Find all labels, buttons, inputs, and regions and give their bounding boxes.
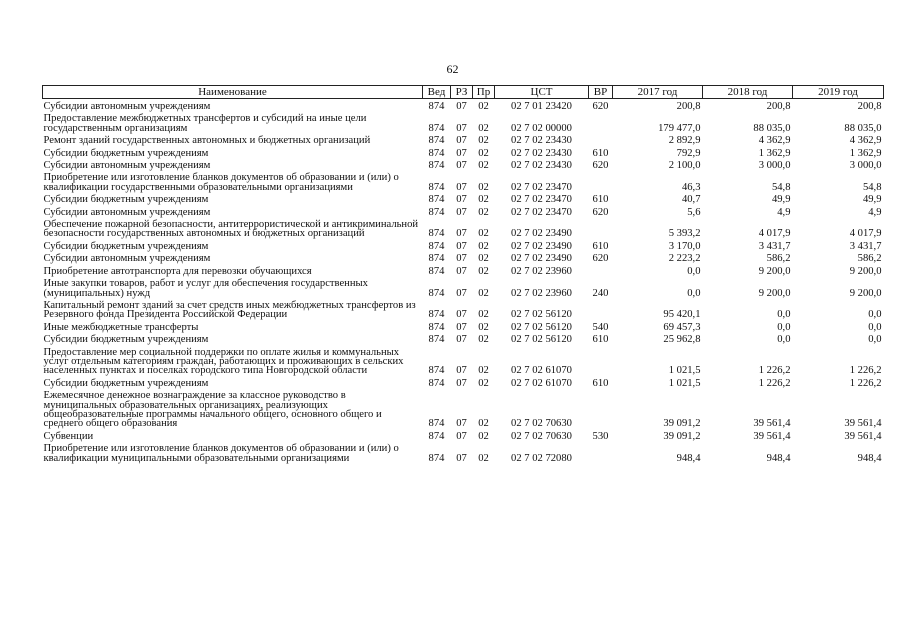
row-cst: 02 7 02 61070 — [511, 377, 572, 389]
row-amount-2019: 586,2 — [857, 253, 882, 265]
row-rz: 07 — [456, 365, 467, 377]
row-pr: 02 — [478, 334, 489, 346]
row-amount-2018: 88 035,0 — [753, 122, 791, 134]
row-ved: 874 — [428, 206, 445, 218]
table-row — [43, 146, 884, 158]
row-amount-2018: 9 200,0 — [758, 265, 791, 277]
row-name: Капитальный ремонт зданий за счет средств иных межбюджетных трансфертов из Резервного фонда Президента Российской Федерации — [43, 299, 416, 321]
row-name: Приобретение автотранспорта для перевозки обучающихся — [43, 265, 312, 277]
row-vr: 240 — [592, 287, 609, 299]
row-amount-2017: 1 021,5 — [668, 377, 701, 389]
row-name: Ежемесячное денежное вознаграждение за классное руководство в муниципальных образовательных организациях, реализующих общеобразовательные программы начального общего, основного общего и среднего общего образования — [43, 390, 382, 430]
row-name: Субсидии бюджетным учреждениям — [43, 334, 209, 346]
row-cst: 02 7 02 23490 — [511, 228, 572, 240]
row-rz: 07 — [456, 194, 467, 206]
row-rz: 07 — [456, 334, 467, 346]
row-vr: 610 — [592, 240, 609, 252]
header-vr: ВР — [589, 86, 613, 99]
row-cst: 02 7 02 23490 — [511, 253, 572, 265]
table-row — [43, 276, 884, 298]
row-cst: 02 7 02 23470 — [511, 194, 572, 206]
row-vr: 610 — [592, 334, 609, 346]
row-cst: 02 7 02 23470 — [511, 206, 572, 218]
row-amount-2019: 0,0 — [868, 309, 882, 321]
row-cst: 02 7 02 56120 — [511, 309, 572, 321]
row-name: Ремонт зданий государственных автономных и бюджетных организаций — [43, 135, 371, 147]
row-amount-2019: 3 000,0 — [849, 160, 882, 172]
row-cst: 02 7 02 70630 — [511, 430, 572, 442]
table-row — [43, 170, 884, 192]
row-rz: 07 — [456, 321, 467, 333]
table-row — [43, 192, 884, 204]
row-ved: 874 — [428, 321, 445, 333]
row-amount-2018: 948,4 — [766, 452, 791, 464]
row-pr: 02 — [478, 101, 489, 112]
row-name: Субсидии автономным учреждениям — [43, 253, 211, 265]
table-row — [43, 99, 884, 112]
row-name: Приобретение или изготовление бланков документов об образовании и (или) о квалификации государственными образовательными организациями — [43, 172, 399, 193]
row-name: Субсидии автономным учреждениям — [43, 160, 211, 172]
row-amount-2019: 948,4 — [857, 452, 882, 464]
row-amount-2018: 200,8 — [766, 101, 791, 112]
row-amount-2018: 4 017,9 — [758, 228, 791, 240]
row-amount-2019: 9 200,0 — [849, 287, 882, 299]
row-amount-2017: 0,0 — [687, 287, 701, 299]
row-amount-2018: 39 561,4 — [753, 430, 791, 442]
row-pr: 02 — [478, 160, 489, 172]
row-pr: 02 — [478, 452, 489, 464]
row-rz: 07 — [456, 122, 467, 134]
row-amount-2017: 2 223,2 — [668, 253, 701, 265]
row-rz: 07 — [456, 265, 467, 277]
row-amount-2017: 46,3 — [681, 181, 701, 193]
row-ved: 874 — [428, 265, 445, 277]
row-pr: 02 — [478, 122, 489, 134]
row-amount-2017: 5,6 — [687, 206, 701, 218]
row-name: Субсидии бюджетным учреждениям — [43, 194, 209, 206]
row-amount-2018: 1 226,2 — [758, 377, 791, 389]
row-cst: 02 7 02 56120 — [511, 334, 572, 346]
row-amount-2017: 40,7 — [681, 194, 701, 206]
table-row — [43, 251, 884, 263]
row-rz: 07 — [456, 101, 467, 112]
row-name: Иные закупки товаров, работ и услуг для обеспечения государственных (муниципальных) нужд — [43, 278, 368, 299]
row-cst: 02 7 02 00000 — [511, 122, 572, 134]
row-ved: 874 — [428, 240, 445, 252]
row-ved: 874 — [428, 194, 445, 206]
row-pr: 02 — [478, 377, 489, 389]
row-pr: 02 — [478, 240, 489, 252]
row-vr: 610 — [592, 194, 609, 206]
row-name: Субсидии бюджетным учреждениям — [43, 240, 209, 252]
row-ved: 874 — [428, 418, 445, 430]
row-amount-2018: 39 561,4 — [753, 418, 791, 430]
row-pr: 02 — [478, 206, 489, 218]
table-row — [43, 217, 884, 239]
row-amount-2017: 5 393,2 — [668, 228, 701, 240]
row-vr: 610 — [592, 147, 609, 159]
row-amount-2018: 54,8 — [771, 181, 791, 193]
header-2017: 2017 год — [613, 86, 703, 99]
header-ved: Вед — [423, 86, 451, 99]
row-name: Обеспечение пожарной безопасности, антитеррористической и антикриминальной безопасности государственных автономных и бюджетных организаций — [43, 219, 419, 240]
row-ved: 874 — [428, 430, 445, 442]
row-name: Субсидии автономным учреждениям — [43, 101, 211, 112]
row-rz: 07 — [456, 452, 467, 464]
row-cst: 02 7 02 70630 — [511, 418, 572, 430]
row-ved: 874 — [428, 309, 445, 321]
row-vr — [589, 170, 613, 192]
row-pr: 02 — [478, 309, 489, 321]
table-row — [43, 376, 884, 388]
table-row — [43, 158, 884, 170]
row-ved: 874 — [428, 101, 445, 112]
row-amount-2019: 39 561,4 — [844, 430, 882, 442]
row-cst: 02 7 02 23430 — [511, 135, 572, 147]
row-amount-2018: 3 000,0 — [758, 160, 791, 172]
row-cst: 02 7 01 23420 — [511, 101, 572, 112]
row-amount-2019: 4 362,9 — [849, 135, 882, 147]
row-amount-2019: 1 362,9 — [849, 147, 882, 159]
row-amount-2019: 1 226,2 — [849, 377, 882, 389]
table-row — [43, 264, 884, 276]
row-amount-2017: 179 477,0 — [658, 122, 701, 134]
row-cst: 02 7 02 72080 — [511, 452, 572, 464]
row-pr: 02 — [478, 418, 489, 430]
row-amount-2017: 69 457,3 — [663, 321, 701, 333]
row-rz: 07 — [456, 160, 467, 172]
table-row — [43, 133, 884, 145]
row-ved: 874 — [428, 452, 445, 464]
row-vr — [589, 298, 613, 320]
row-amount-2018: 0,0 — [777, 309, 791, 321]
row-vr — [589, 217, 613, 239]
row-vr: 620 — [592, 206, 609, 218]
row-rz: 07 — [456, 181, 467, 193]
row-amount-2017: 95 420,1 — [663, 309, 701, 321]
row-amount-2019: 3 431,7 — [849, 240, 882, 252]
row-amount-2019: 54,8 — [862, 181, 882, 193]
row-amount-2018: 1 362,9 — [758, 147, 791, 159]
row-rz: 07 — [456, 147, 467, 159]
row-amount-2018: 9 200,0 — [758, 287, 791, 299]
row-ved: 874 — [428, 377, 445, 389]
row-vr: 620 — [592, 253, 609, 265]
row-ved: 874 — [428, 253, 445, 265]
row-amount-2017: 948,4 — [676, 452, 701, 464]
row-amount-2017: 2 100,0 — [668, 160, 701, 172]
row-pr: 02 — [478, 287, 489, 299]
row-amount-2017: 39 091,2 — [663, 418, 701, 430]
row-amount-2019: 39 561,4 — [844, 418, 882, 430]
row-amount-2019: 0,0 — [868, 334, 882, 346]
row-ved: 874 — [428, 228, 445, 240]
row-amount-2017: 792,9 — [676, 147, 701, 159]
row-amount-2019: 88 035,0 — [844, 122, 882, 134]
row-ved: 874 — [428, 287, 445, 299]
row-ved: 874 — [428, 365, 445, 377]
row-rz: 07 — [456, 206, 467, 218]
header-rz: РЗ — [451, 86, 473, 99]
row-cst: 02 7 02 23960 — [511, 287, 572, 299]
row-pr: 02 — [478, 135, 489, 147]
row-amount-2017: 200,8 — [676, 101, 701, 112]
row-amount-2019: 1 226,2 — [849, 365, 882, 377]
row-pr: 02 — [478, 365, 489, 377]
table-row — [43, 298, 884, 320]
row-name: Приобретение или изготовление бланков документов об образовании и (или) о квалификации муниципальными образовательными организациями — [43, 443, 399, 464]
row-rz: 07 — [456, 377, 467, 389]
row-vr — [589, 111, 613, 133]
row-amount-2019: 49,9 — [862, 194, 882, 206]
row-amount-2019: 9 200,0 — [849, 265, 882, 277]
table-row — [43, 111, 884, 133]
row-amount-2019: 200,8 — [857, 101, 882, 112]
row-cst: 02 7 02 23960 — [511, 265, 572, 277]
row-amount-2017: 39 091,2 — [663, 430, 701, 442]
row-rz: 07 — [456, 228, 467, 240]
row-vr — [589, 264, 613, 276]
row-cst: 02 7 02 23430 — [511, 147, 572, 159]
row-name: Предоставление мер социальной поддержки по оплате жилья и коммунальных услуг отдельным категориям граждан, работающих и проживающих в сельских населенных пунктах и поселках городского типа Новгородской области — [43, 346, 404, 377]
row-amount-2018: 1 226,2 — [758, 365, 791, 377]
row-name: Субсидии автономным учреждениям — [43, 206, 211, 218]
header-cst: ЦСТ — [495, 86, 589, 99]
row-rz: 07 — [456, 240, 467, 252]
row-name: Иные межбюджетные трансферты — [43, 321, 199, 333]
row-amount-2019: 0,0 — [868, 321, 882, 333]
table-row — [43, 441, 884, 463]
row-vr: 620 — [592, 160, 609, 172]
row-vr: 610 — [592, 377, 609, 389]
row-rz: 07 — [456, 430, 467, 442]
row-amount-2017: 2 892,9 — [668, 135, 701, 147]
table-row — [43, 332, 884, 344]
row-cst: 02 7 02 56120 — [511, 321, 572, 333]
row-vr: 540 — [592, 321, 609, 333]
table-row — [43, 388, 884, 429]
row-cst: 02 7 02 23490 — [511, 240, 572, 252]
row-vr: 530 — [592, 430, 609, 442]
row-pr: 02 — [478, 194, 489, 206]
header-2018: 2018 год — [703, 86, 793, 99]
row-ved: 874 — [428, 147, 445, 159]
row-cst: 02 7 02 23470 — [511, 181, 572, 193]
row-ved: 874 — [428, 334, 445, 346]
row-amount-2019: 4 017,9 — [849, 228, 882, 240]
row-vr — [589, 345, 613, 376]
header-2019: 2019 год — [793, 86, 884, 99]
page-number: 62 — [446, 62, 459, 76]
row-name: Субсидии бюджетным учреждениям — [43, 147, 209, 159]
row-name: Предоставление межбюджетных трансфертов и субсидий на иные цели государственным организациям — [43, 113, 367, 134]
table-body — [43, 99, 884, 464]
row-amount-2018: 49,9 — [771, 194, 791, 206]
row-ved: 874 — [428, 181, 445, 193]
row-amount-2019: 4,9 — [868, 206, 882, 218]
row-pr: 02 — [478, 430, 489, 442]
row-cst: 02 7 02 23430 — [511, 160, 572, 172]
budget-table — [42, 85, 884, 463]
row-amount-2018: 4 362,9 — [758, 135, 791, 147]
row-amount-2017: 0,0 — [687, 265, 701, 277]
row-pr: 02 — [478, 181, 489, 193]
row-rz: 07 — [456, 253, 467, 265]
row-amount-2018: 0,0 — [777, 334, 791, 346]
row-vr: 620 — [592, 101, 609, 112]
row-amount-2017: 25 962,8 — [663, 334, 701, 346]
row-amount-2018: 0,0 — [777, 321, 791, 333]
table-row — [43, 345, 884, 376]
row-vr — [589, 441, 613, 463]
row-vr — [589, 388, 613, 429]
row-amount-2017: 3 170,0 — [668, 240, 701, 252]
row-name: Субвенции — [43, 430, 94, 442]
header-pr: Пр — [473, 86, 495, 99]
row-ved: 874 — [428, 122, 445, 134]
row-rz: 07 — [456, 287, 467, 299]
row-cst: 02 7 02 61070 — [511, 365, 572, 377]
row-pr: 02 — [478, 228, 489, 240]
row-ved: 874 — [428, 160, 445, 172]
table-row — [43, 320, 884, 332]
row-pr: 02 — [478, 321, 489, 333]
row-pr: 02 — [478, 253, 489, 265]
row-pr: 02 — [478, 265, 489, 277]
row-rz: 07 — [456, 309, 467, 321]
row-vr — [589, 133, 613, 145]
table-header — [43, 86, 884, 99]
row-ved: 874 — [428, 135, 445, 147]
table-row — [43, 239, 884, 251]
row-amount-2018: 586,2 — [766, 253, 791, 265]
row-amount-2018: 4,9 — [777, 206, 791, 218]
row-amount-2017: 1 021,5 — [668, 365, 701, 377]
row-name: Субсидии бюджетным учреждениям — [43, 377, 209, 389]
row-amount-2018: 3 431,7 — [758, 240, 791, 252]
header-name: Наименование — [43, 86, 423, 99]
table-row — [43, 205, 884, 217]
row-rz: 07 — [456, 418, 467, 430]
row-pr: 02 — [478, 147, 489, 159]
row-rz: 07 — [456, 135, 467, 147]
table-row — [43, 429, 884, 441]
